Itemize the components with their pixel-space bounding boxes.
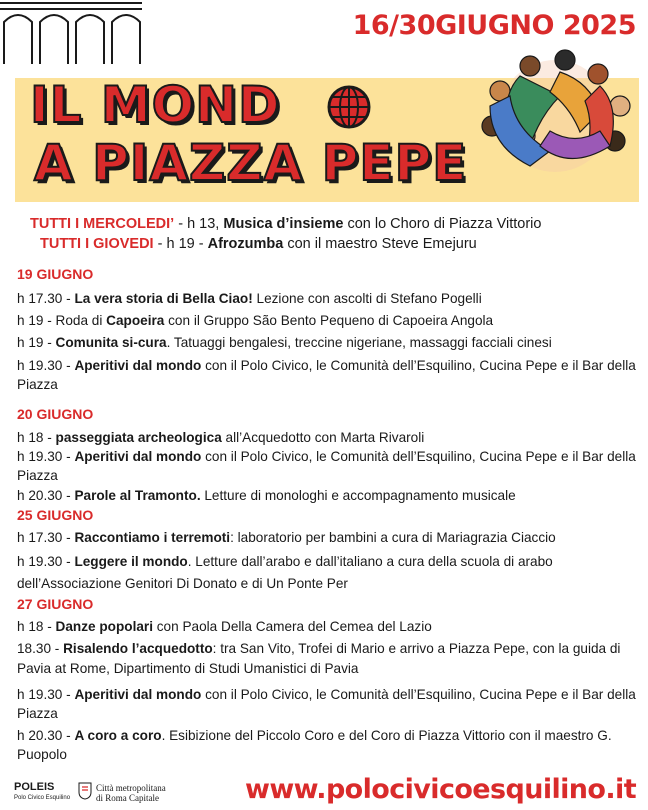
item-title: Comunita si-cura (55, 335, 167, 350)
item-detail: Lezione con ascolti di Stefano Pogelli (252, 291, 482, 306)
item-detail: con il Polo Civico, le Comunità dell’Esquilino, Cucina Pepe e il Bar della Piazza (17, 358, 636, 392)
poleis-logo: POLEIS (14, 781, 55, 793)
weekly-time: - h 19 - (153, 236, 208, 252)
item-title: passeggiata archeologica (55, 430, 222, 445)
day-heading-25: 25 GIUGNO (17, 507, 94, 523)
weekly-day: TUTTI I MERCOLEDI’ (30, 216, 175, 232)
roma-crest-icon (78, 782, 92, 800)
item-title: La vera storia di Bella Ciao! (74, 291, 253, 306)
item-time: h 17.30 - (17, 291, 75, 306)
item-title: Risalendo l’acquedotto (63, 641, 213, 656)
item-title: Raccontiamo i terremoti (74, 530, 231, 545)
item-time: h 20.30 - (17, 728, 75, 743)
schedule-item (17, 428, 637, 447)
schedule-item (17, 311, 637, 330)
day-heading-19: 19 GIUGNO (17, 266, 94, 282)
citta-metropolitana-logo (96, 783, 166, 803)
weekly-event-wednesday (30, 216, 541, 232)
item-detail: : laboratorio per bambini a cura di Mariagrazia Ciaccio (230, 530, 556, 545)
website-link[interactable]: www.polocivicoesquilino.it (245, 774, 636, 805)
schedule-item (17, 447, 637, 485)
item-time: 18.30 - (17, 641, 64, 656)
schedule-item (17, 333, 637, 352)
item-title: Danze popolari (55, 619, 153, 634)
item-detail: con il Gruppo São Bento Pequeno di Capoeira Angola (164, 313, 494, 328)
weekly-event-title: Musica d’insieme (223, 216, 344, 232)
item-detail: . Tatuaggi bengalesi, treccine nigeriane, massaggi facciali cinesi (166, 335, 552, 350)
day-heading-27: 27 GIUGNO (17, 596, 94, 612)
title-line-1: IL MOND (30, 76, 281, 134)
day-heading-20: 20 GIUGNO (17, 406, 94, 422)
item-time: h 18 - (17, 619, 56, 634)
schedule-item (17, 528, 637, 547)
citta-line-1: Città metropolitana (96, 783, 166, 793)
weekly-time: - h 13, (174, 216, 224, 232)
item-title: A coro a coro (74, 728, 162, 743)
item-title: Aperitivi dal mondo (74, 358, 202, 373)
item-detail: . Esibizione del Piccolo Coro e del Coro di Piazza Vittorio con il maestro G. Puopolo (17, 728, 612, 762)
weekly-event-thursday (40, 236, 477, 252)
schedule-item (17, 486, 637, 505)
schedule-item (17, 551, 637, 595)
item-detail: con il Polo Civico, le Comunità dell’Esquilino, Cucina Pepe e il Bar della Piazza (17, 687, 636, 721)
item-time: h 19 - (17, 335, 56, 350)
item-detail: . Letture dall’arabo e dall’italiano a cura della scuola di arabo dell’Associazione Genitori Di Donato e di Un Ponte Per (17, 554, 553, 591)
item-title: Aperitivi dal mondo (74, 687, 202, 702)
schedule-item (17, 685, 637, 723)
item-title: Parole al Tramonto. (74, 488, 201, 503)
item-detail: con il Polo Civico, le Comunità dell’Esquilino, Cucina Pepe e il Bar della Piazza (17, 449, 636, 483)
item-detail: con Paola Della Camera del Cemea del Lazio (152, 619, 432, 634)
citta-line-2: di Roma Capitale (96, 793, 159, 803)
schedule-item (17, 726, 637, 764)
item-time: h 18 - (17, 430, 56, 445)
date-range: 16/30GIUGNO 2025 (352, 10, 636, 41)
schedule-item (17, 356, 637, 394)
weekly-event-detail: con lo Choro di Piazza Vittorio (343, 216, 542, 232)
schedule-item (17, 289, 637, 308)
item-time: h 20.30 - (17, 488, 75, 503)
schedule-item (17, 639, 637, 679)
item-time: h 19.30 - (17, 358, 75, 373)
aqueduct-arches-icon (0, 0, 142, 64)
item-time: h 19.30 - (17, 554, 75, 569)
item-time: h 17.30 - (17, 530, 75, 545)
item-title: Aperitivi dal mondo (74, 449, 202, 464)
weekly-event-title: Afrozumba (207, 236, 284, 252)
poleis-subtitle: Polo Civico Esquilino (14, 795, 71, 801)
item-detail: Letture di monologhi e accompagnamento musicale (200, 488, 516, 503)
weekly-day: TUTTI I GIOVEDI (40, 236, 154, 252)
weekly-event-detail: con il maestro Steve Emejuru (283, 236, 477, 252)
item-time: h 19 - Roda di (17, 313, 107, 328)
globe-icon (326, 84, 372, 130)
schedule-item (17, 617, 637, 636)
item-time: h 19.30 - (17, 687, 75, 702)
title-line-2: A PIAZZA PEPE (34, 134, 468, 192)
item-title: Leggere il mondo (74, 554, 188, 569)
item-detail: : tra San Vito, Trofei di Mario e arrivo a Piazza Pepe, con la guida di Pavia at Rome, Dipartimento di Studi Umanistici di Pavia (17, 641, 621, 676)
item-title: Capoeira (106, 313, 165, 328)
item-time: h 19.30 - (17, 449, 75, 464)
people-circle-illustration (470, 46, 640, 186)
item-detail: all’Acquedotto con Marta Rivaroli (221, 430, 425, 445)
